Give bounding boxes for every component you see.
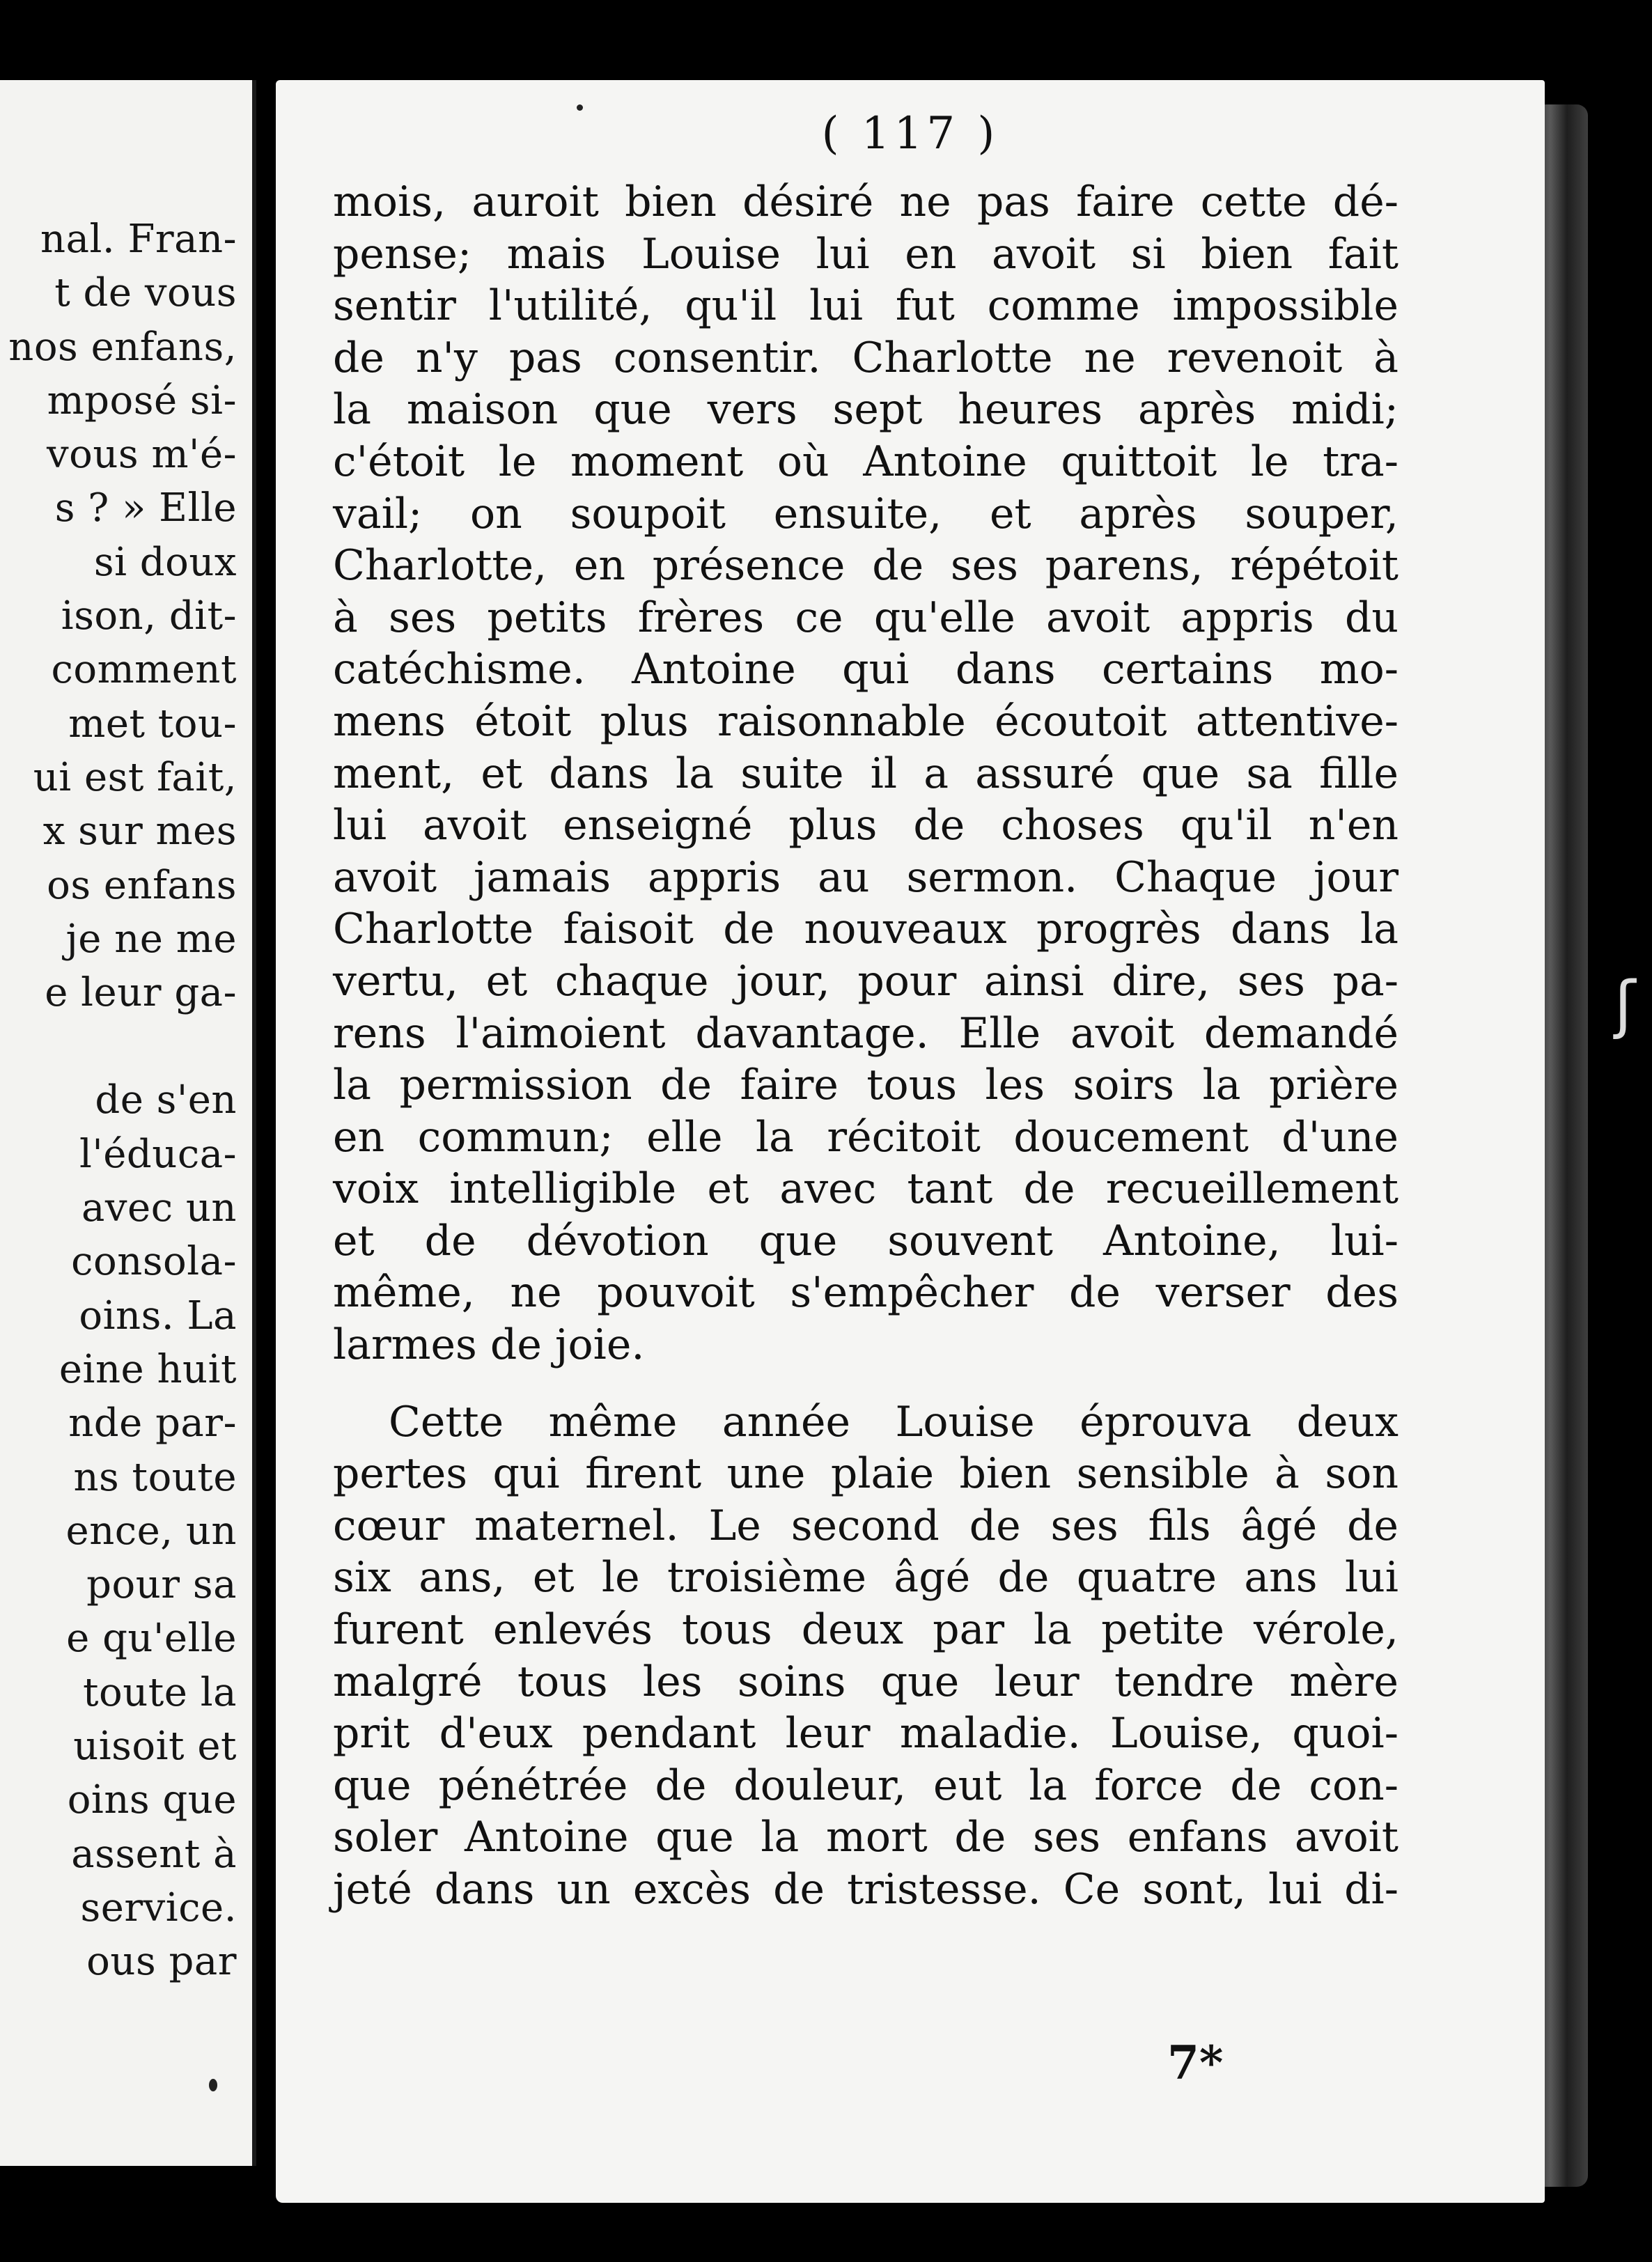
left-page-gap <box>0 1020 237 1073</box>
left-page-line: avec un <box>81 1185 237 1231</box>
left-page-line: nde par- <box>68 1401 237 1446</box>
text-line: larmes de joie. <box>333 1320 645 1370</box>
text-line: Charlotte, en présence de ses parens, répétoit <box>333 541 1398 591</box>
text-line: furent enlevés tous deux par la petite vérole, <box>333 1605 1398 1655</box>
left-page-line: uisoit et <box>73 1724 237 1770</box>
text-line: que pénétrée de douleur, eut la force de con- <box>333 1761 1398 1810</box>
left-page-line: pour sa <box>86 1562 237 1608</box>
text-line: Charlotte faisoit de nouveaux progrès dans la <box>333 905 1398 954</box>
left-page-line: si doux <box>93 539 237 585</box>
text-line: catéchisme. Antoine qui dans certains mo- <box>333 645 1398 694</box>
text-line: pertes qui firent une plaie bien sensible à son <box>333 1449 1398 1499</box>
left-page-line: ui est fait, <box>33 754 237 800</box>
paragraph-gap <box>333 1371 1398 1396</box>
left-page-line: l'éduca- <box>79 1131 237 1177</box>
left-page-line: ous par <box>86 1939 237 1985</box>
left-page <box>0 80 256 2166</box>
text-line: la permission de faire tous les soirs la prière <box>333 1061 1398 1110</box>
text-line: six ans, et le troisième âgé de quatre ans lui <box>333 1553 1398 1602</box>
edge-mark: ʃ <box>1614 968 1636 1041</box>
left-page-line: os enfans <box>47 862 237 908</box>
left-page-line: comment <box>51 647 237 693</box>
text-line: à ses petits frères ce qu'elle avoit appris du <box>333 593 1398 642</box>
left-page-line: oins que <box>67 1777 237 1823</box>
left-page-line: ison, dit- <box>61 593 237 639</box>
left-page-line: e leur ga- <box>45 970 237 1016</box>
text-line: vail; on soupoit ensuite, et après souper, <box>333 489 1398 538</box>
page-number: ( 117 ) <box>821 108 999 159</box>
text-line: soler Antoine que la mort de ses enfans avoit <box>333 1813 1398 1862</box>
right-page <box>276 80 1545 2203</box>
left-page-line: nos enfans, <box>8 324 237 370</box>
ink-speck <box>209 2079 217 2091</box>
text-line: en commun; elle la récitoit doucement d'une <box>333 1112 1398 1162</box>
text-line: malgré tous les soins que leur tendre mère <box>333 1657 1398 1706</box>
text-line: la maison que vers sept heures après midi; <box>333 385 1398 435</box>
left-page-line: met tou- <box>68 701 237 747</box>
left-page-line: oins. La <box>79 1293 237 1339</box>
text-line: même, ne pouvoit s'empêcher de verser des <box>333 1268 1398 1318</box>
text-line: avoit jamais appris au sermon. Chaque jour <box>333 852 1398 902</box>
text-line: Cette même année Louise éprouva deux <box>389 1397 1398 1446</box>
left-page-line: t de vous <box>54 270 237 316</box>
text-line: mens étoit plus raisonnable écoutoit attentive- <box>333 696 1398 746</box>
text-line: mois, auroit bien désiré ne pas faire cette dé- <box>333 178 1398 226</box>
ink-speck <box>577 104 583 111</box>
text-line: pense; mais Louise lui en avoit si bien fait <box>333 229 1398 279</box>
text-line: c'étoit le moment où Antoine quittoit le tra- <box>333 437 1398 486</box>
left-page-line: eine huit <box>59 1346 237 1392</box>
left-page-line: assent à <box>71 1831 237 1877</box>
text-line: voix intelligible et avec tant de recueillement <box>333 1164 1398 1214</box>
left-page-line: consola- <box>71 1239 237 1285</box>
signature-mark: 7* <box>1167 2036 1224 2090</box>
left-page-line: nal. Fran- <box>40 217 237 262</box>
left-page-line: mposé si- <box>47 377 237 423</box>
text-line: jeté dans un excès de tristesse. Ce sont, lui di- <box>333 1865 1398 1914</box>
text-line: rens l'aimoient davantage. Elle avoit demandé <box>333 1008 1398 1058</box>
text-line: vertu, et chaque jour, pour ainsi dire, ses pa- <box>333 956 1398 1006</box>
left-page-line: ns toute <box>73 1454 237 1500</box>
left-page-line: ence, un <box>65 1508 237 1554</box>
text-line: et de dévotion que souvent Antoine, lui- <box>333 1216 1398 1265</box>
left-page-line: de s'en <box>95 1077 237 1123</box>
left-page-line: vous m'é- <box>46 432 237 478</box>
text-line: prit d'eux pendant leur maladie. Louise, quoi- <box>333 1709 1398 1758</box>
left-page-line: toute la <box>82 1669 237 1715</box>
text-line: cœur maternel. Le second de ses fils âgé de <box>333 1501 1398 1550</box>
text-line: de n'y pas consentir. Charlotte ne revenoit à <box>333 333 1398 382</box>
left-page-line: s ? » Elle <box>54 485 237 531</box>
left-page-line: e qu'elle <box>66 1616 237 1662</box>
left-page-line: service. <box>80 1885 237 1930</box>
right-page-text <box>333 176 1398 1916</box>
text-line: sentir l'utilité, qu'il lui fut comme impossible <box>333 281 1398 331</box>
left-page-line: je ne me <box>65 916 237 962</box>
text-line: ment, et dans la suite il a assuré que sa fille <box>333 749 1398 798</box>
text-line: lui avoit enseigné plus de choses qu'il n'en <box>333 801 1398 850</box>
left-page-line: x sur mes <box>42 809 237 855</box>
left-page-text <box>0 212 237 1989</box>
